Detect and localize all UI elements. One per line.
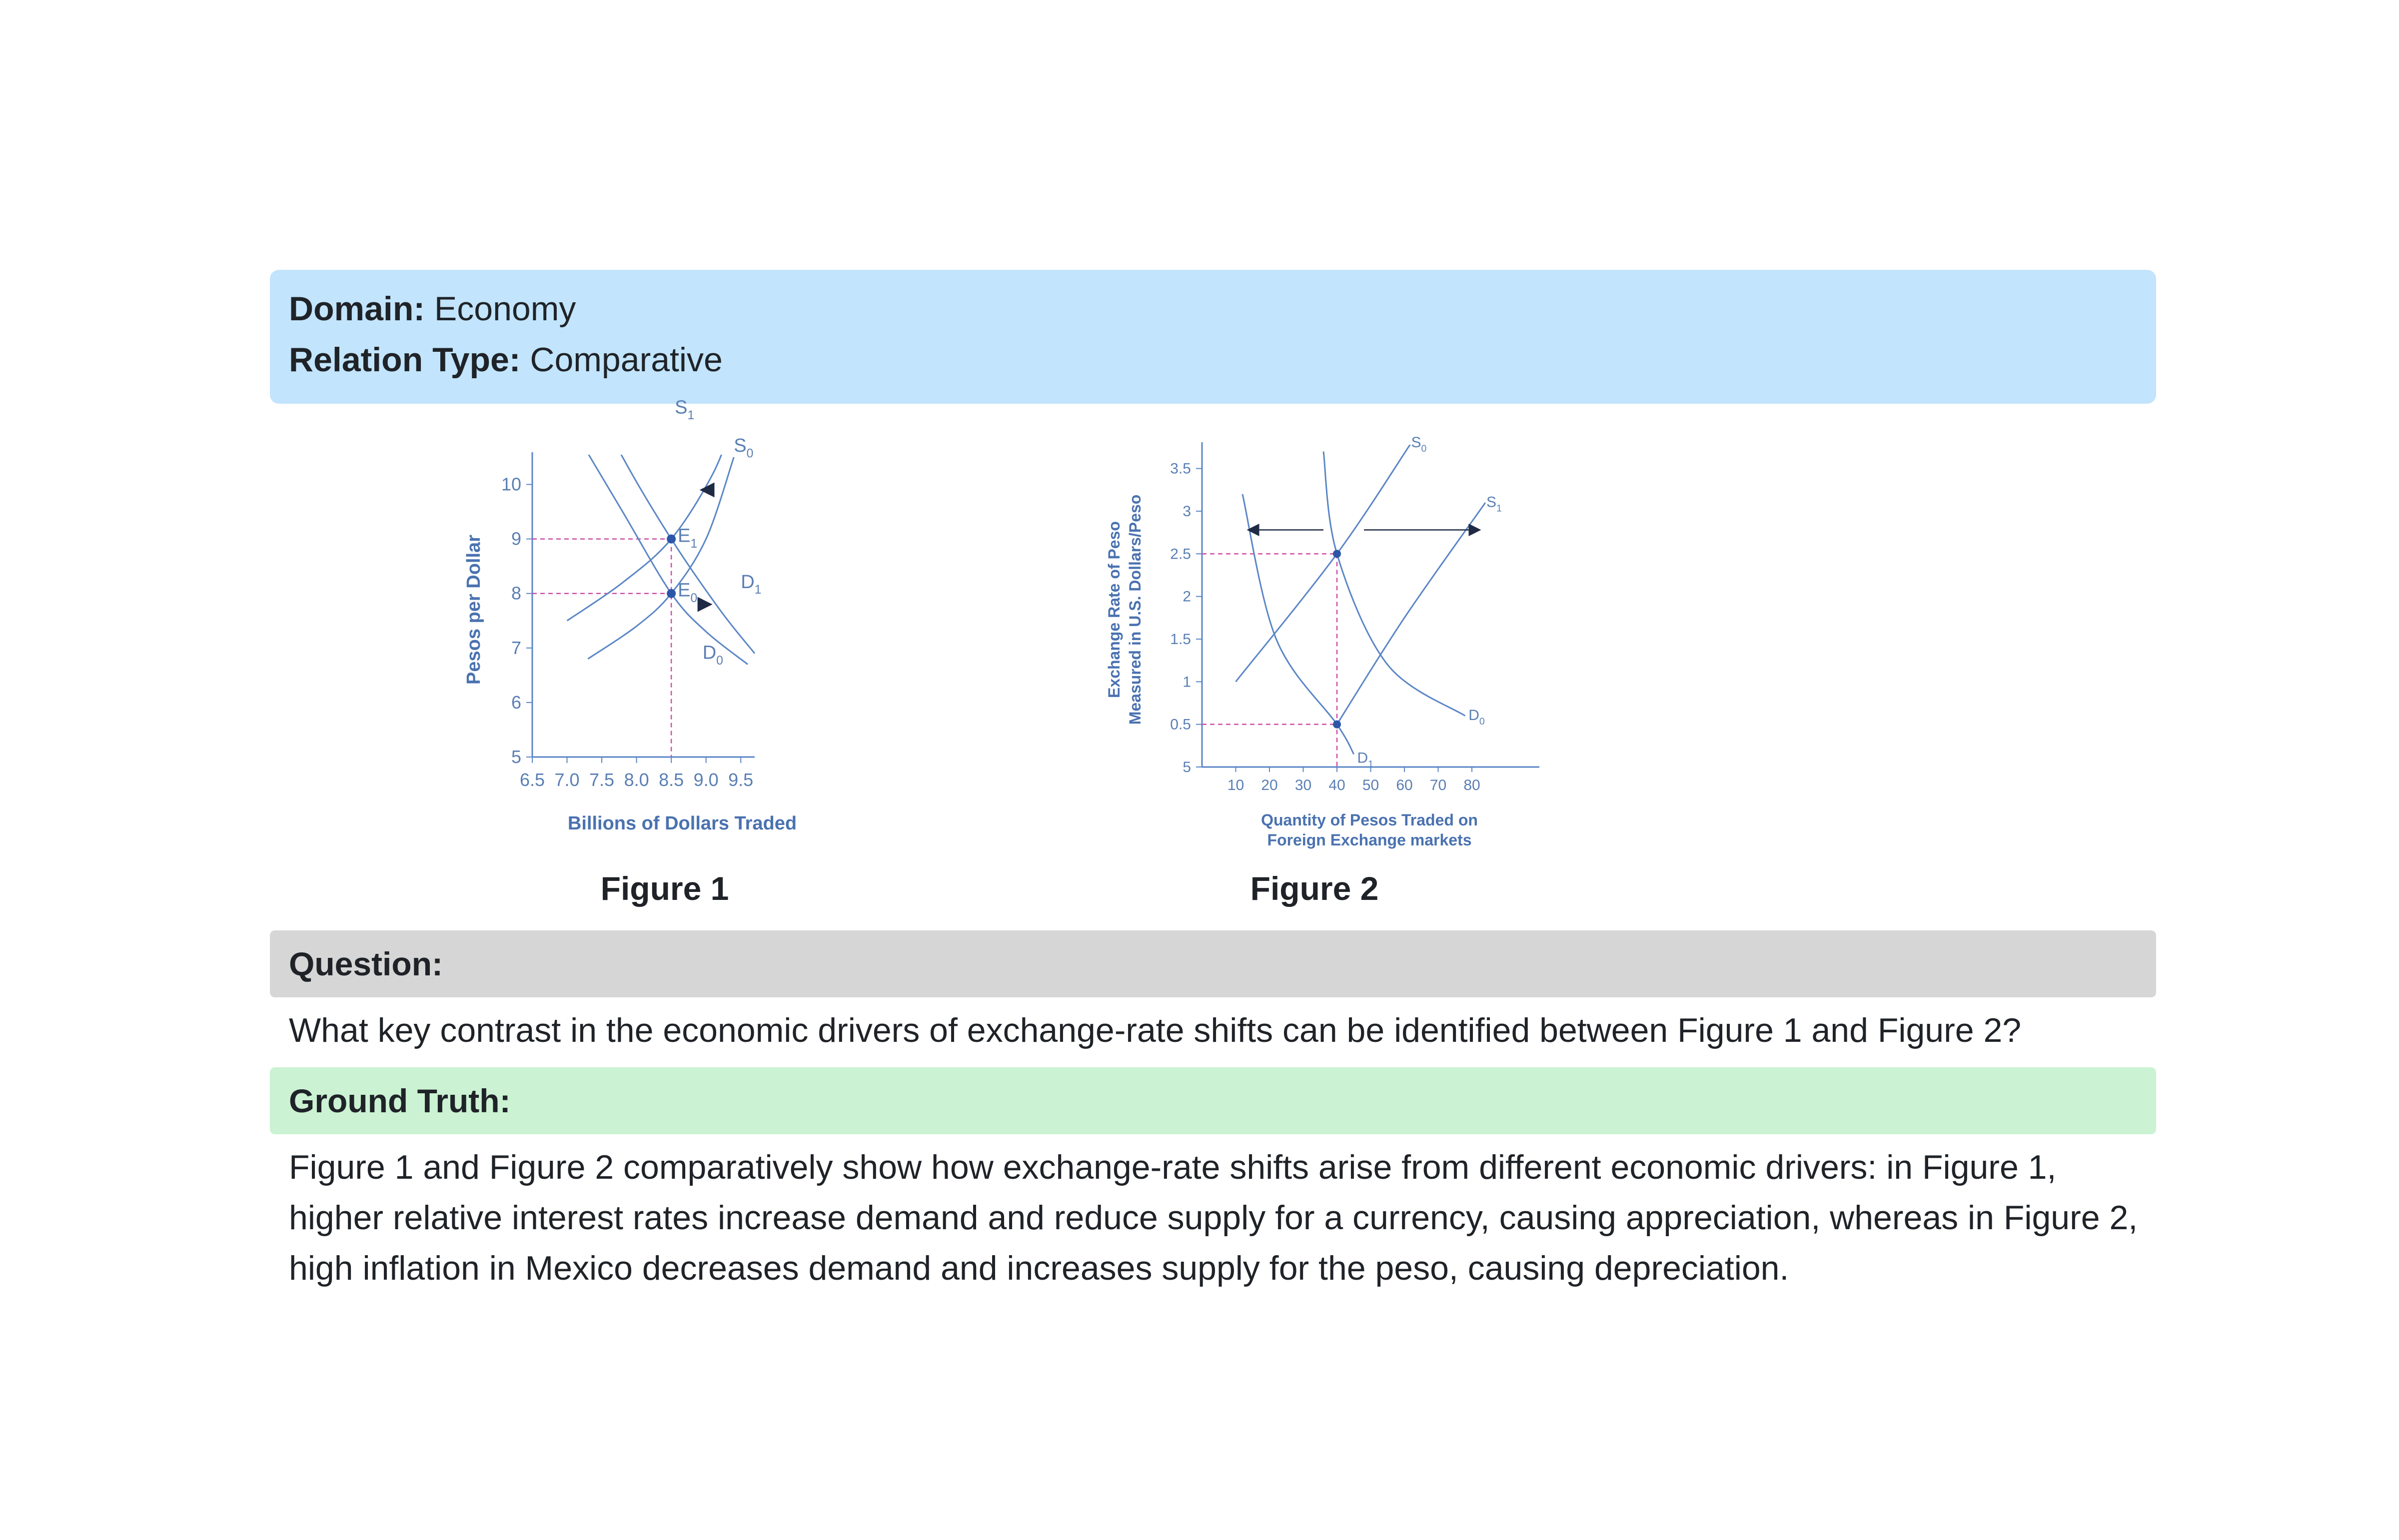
fig2-x-tick-label: 10	[1227, 777, 1244, 793]
question-text: What key contrast in the economic drivers of exchange-rate shifts can be identified between Figure 1 and Figure 2?	[289, 1011, 2022, 1049]
ground-truth-text: Figure 1 and Figure 2 comparatively show how exchange-rate shifts arise from different economic drivers: in Figure 1, higher relative interest rates increase demand and reduce supply for a currency, causing appreciation, whereas in Figure 2, high inflation in Mexico decreases demand and increases supply for the peso, causing depreciation.	[289, 1148, 2138, 1287]
fig2-y-tick-label: 2	[1183, 588, 1191, 605]
fig2-y-tick-label: 0.5	[1170, 716, 1191, 733]
fig2-ylabel-line2: Measured in U.S. Dollars/Peso	[1126, 494, 1144, 725]
fig1-x-tick-label: 9.5	[728, 770, 754, 790]
fig2-point-e0	[1333, 550, 1341, 558]
fig2-y-tick-label: 5	[1183, 759, 1191, 775]
fig1-ylabel: Pesos per Dollar	[463, 535, 484, 685]
fig2-x-tick-label: 70	[1429, 777, 1447, 793]
fig1-label-s0: $S_0$	[734, 435, 754, 461]
fig2-xlabel-line1: Quantity of Pesos Traded on	[1261, 811, 1478, 829]
fig1-label-e0: $E_0$	[678, 580, 698, 606]
fig1-label-e1: $E_1$	[678, 525, 698, 551]
fig1-x-tick-label: 8.5	[659, 770, 684, 790]
fig1-curve-s0	[574, 430, 748, 664]
fig1-y-tick-label: 6	[511, 692, 521, 713]
fig2-y-tick-label: 2.5	[1170, 546, 1191, 563]
fig1-xlabel: Billions of Dollars Traded	[567, 813, 797, 834]
domain-value: Economy	[434, 290, 576, 328]
figure-2-caption: Figure 2	[1250, 870, 1379, 907]
fig2-x-tick-label: 60	[1396, 777, 1413, 793]
fig1-point-e0	[667, 589, 676, 598]
fig1-y-tick-label: 7	[511, 637, 521, 658]
fig2-curve-d0	[1323, 452, 1465, 716]
fig1-x-tick-label: 7.0	[554, 770, 580, 790]
relation-label: Relation Type:	[289, 341, 521, 379]
question-header: Question:	[270, 930, 2156, 997]
domain-label: Domain:	[289, 290, 425, 328]
fig2-xlabel-line2: Foreign Exchange markets	[1267, 831, 1472, 849]
fig1-x-tick-label: 8.0	[624, 770, 649, 790]
fig2-label-s0: $S_0$	[1411, 434, 1427, 454]
fig2-y-tick-label: 3.5	[1170, 460, 1191, 477]
figure-1-chart	[450, 397, 885, 849]
relation-line	[289, 340, 723, 380]
fig2-curve-s0	[1236, 443, 1411, 682]
fig1-label-d1: $D_1$	[741, 571, 762, 597]
fig2-label-d0: $D_0$	[1468, 707, 1485, 728]
fig1-point-e1	[667, 535, 676, 544]
meta-box	[270, 270, 2156, 404]
fig1-label-s1: $S_1$	[675, 397, 695, 423]
fig1-y-tick-label: 10	[501, 474, 521, 495]
domain-line	[289, 289, 576, 329]
fig1-curve-d0	[588, 457, 734, 659]
fig2-x-tick-label: 20	[1261, 777, 1278, 793]
fig1-label-d0: $D_0$	[702, 642, 723, 668]
fig1-y-tick-label: 8	[511, 583, 521, 604]
fig1-x-tick-label: 9.0	[693, 770, 719, 790]
fig2-y-tick-label: 1	[1183, 674, 1191, 691]
fig2-y-tick-label: 3	[1183, 503, 1191, 520]
fig2-y-tick-label: 1.5	[1170, 631, 1191, 648]
fig1-y-tick-label: 5	[511, 747, 521, 767]
fig2-label-s1: $S_1$	[1486, 494, 1502, 514]
figure-2-chart	[1100, 434, 1579, 859]
fig2-x-tick-label: 30	[1294, 777, 1312, 793]
fig1-x-tick-label: 6.5	[519, 770, 545, 790]
fig2-label-d1: $D_1$	[1357, 750, 1374, 770]
fig1-curve-d1	[567, 419, 734, 621]
fig1-x-tick-label: 7.5	[589, 770, 615, 790]
fig2-x-tick-label: 50	[1362, 777, 1379, 793]
fig2-ylabel-line1: Exchange Rate of Peso	[1105, 521, 1123, 698]
fig2-point-e1	[1333, 721, 1341, 729]
ground-truth-header: Ground Truth:	[270, 1067, 2156, 1134]
fig2-x-tick-label: 40	[1328, 777, 1345, 793]
fig2-x-tick-label: 80	[1463, 777, 1480, 793]
relation-value: Comparative	[530, 341, 723, 379]
figure-1-caption: Figure 1	[600, 870, 729, 907]
fig1-y-tick-label: 9	[511, 528, 521, 549]
